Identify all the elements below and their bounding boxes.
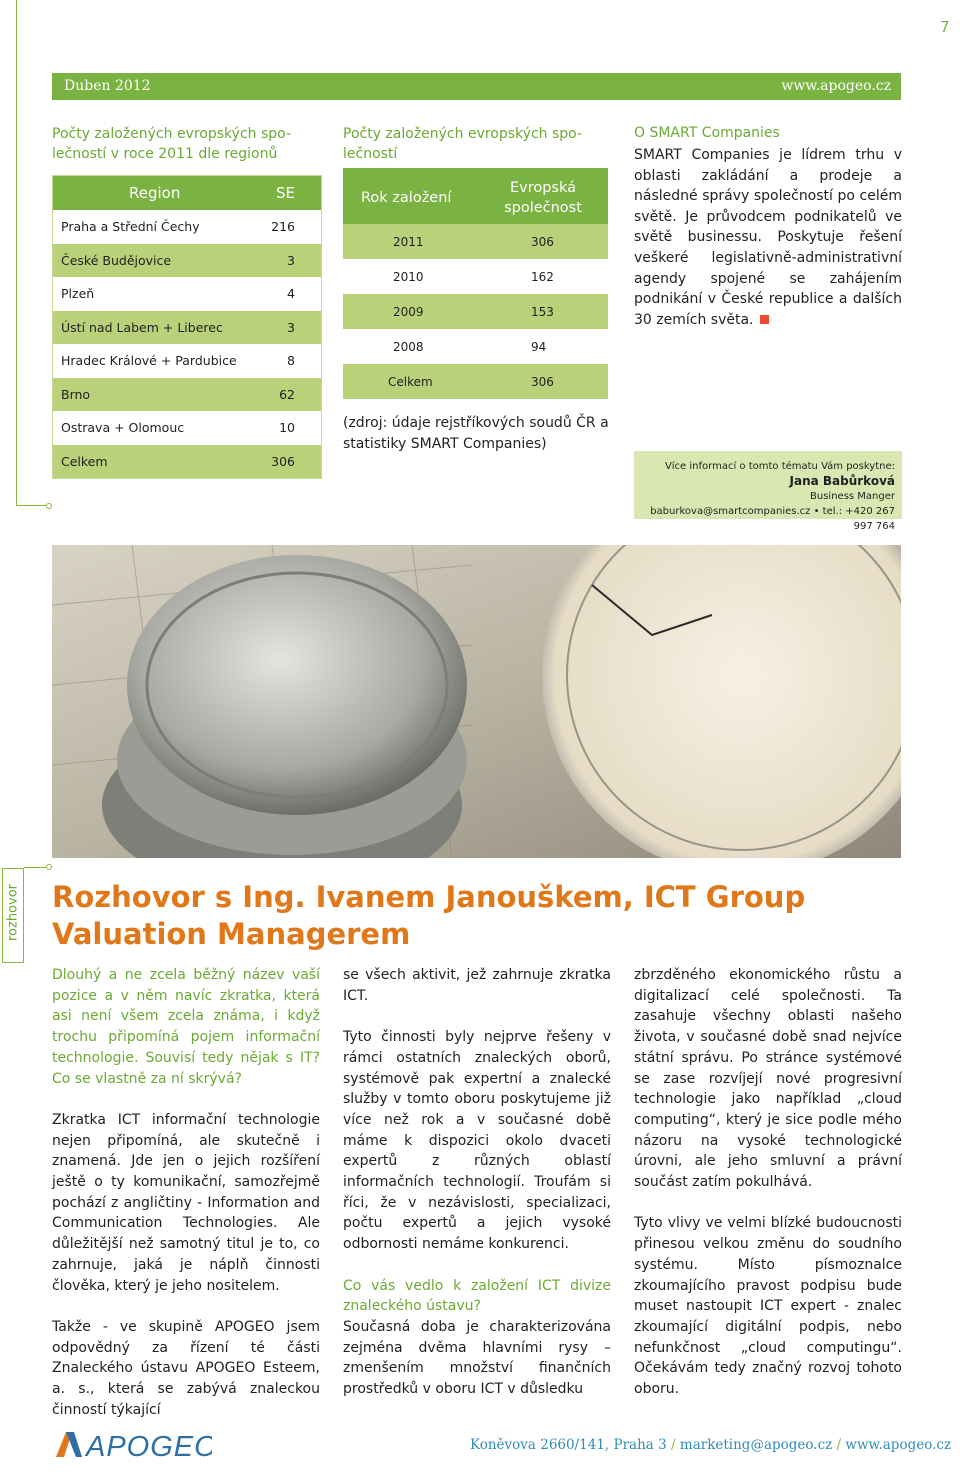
footer-email[interactable]: marketing@apogeo.cz	[679, 1437, 833, 1453]
table-row: 2008 94	[393, 340, 547, 354]
coins-watch-illustration	[52, 545, 901, 858]
issue-date: Duben 2012	[64, 78, 151, 94]
column-region: Region	[129, 184, 181, 202]
header-url[interactable]: www.apogeo.cz	[781, 78, 891, 94]
interview-paragraph: Zkratka ICT informační technologie nejen připomíná, ale skutečně i znamená. Jde jen o jejich rozšíření ještě o ty komunikační, samozřejmě pochází z angličtiny - Information and Communication Technologies. Ale důležitější než samotný titul je to, co zahrnuje, jaká je náplň činnosti člověka, který je jeho nositelem.	[52, 1111, 320, 1294]
interview-paragraph: Takže - ve skupině APOGEO jsem odpovědný za řízení té části Znaleckého ústavu APOGEO Esteem, a. s., která se zabývá znaleckou činností týkající	[52, 1318, 320, 1418]
interview-paragraph: zbrzděného ekonomického růstu a digitalizací celé společnosti. Ta zasahuje všechny oblasti našeho života, v současné době snad nejvíce státní správu. Po stránce systémové se zase rozvíjejí nové progresivní technologie jako například „cloud computing“, který je sice podle mého názoru na vysoké technologické úrovni, ale jeho smluvní a právní součást zatím pokulhává.	[634, 967, 902, 1191]
table-row: Ostrava + Olomouc 10	[61, 420, 295, 435]
section-side-tab	[2, 868, 24, 963]
table-row-total: Celkem 306	[343, 364, 608, 399]
contact-email-phone[interactable]: baburkova@smartcompanies.cz • tel.: +420 267 997 764	[650, 506, 895, 532]
footer-separator: /	[671, 1437, 676, 1453]
table-row: České Budějovice 3	[53, 244, 321, 278]
column-se: SE	[276, 184, 295, 202]
table-row: Brno 62	[53, 378, 321, 412]
interview-question: Dlouhý a ne zcela běžný název vaší pozice a v něm navíc zkratka, která asi není všem zcela známa, i když trochu připomíná pojem informační technologie. Souvisí tedy nějak s IT? Co se vlastně za ní skrývá?	[52, 967, 320, 1087]
table-row: 2009 153	[343, 294, 608, 329]
region-table	[52, 175, 322, 479]
table-row: Praha a Střední Čechy 216	[61, 219, 295, 234]
footer-address: Koněvova 2660/141, Praha 3	[470, 1437, 667, 1453]
interview-column-2	[343, 965, 611, 1420]
column-european-company: Evropská společnost	[504, 180, 582, 216]
rule-end-dot	[46, 503, 52, 509]
interview-paragraph: se všech aktivit, jež zahrnuje zkratka ICT.	[343, 967, 611, 1004]
header-band	[52, 73, 901, 100]
interview-paragraph: Současná doba je charakterizována zejména dvěma hlavními rysy – zmenšením množství finančních prostředků v oboru ICT v důsledku	[343, 1318, 611, 1398]
interview-title: Rozhovor s Ing. Ivanem Janouškem, ICT Group Valuation Managerem	[52, 880, 806, 951]
interview-column-1	[52, 965, 320, 1441]
founding-table-title: Počty založených evropských spo- lečností	[343, 126, 583, 162]
about-text: SMART Companies je lídrem trhu v oblasti zakládání a prodeje a následné správy společností po celém světě. Je průvodcem podnikatelů ve světě businessu. Poskytuje řešení veškeré legislativně-administrativní agendy spojené se zahájením podnikání v České republice a dalších 30 zemích světa.	[634, 147, 902, 328]
page-number: 7	[940, 18, 950, 36]
region-table-title: Počty založených evropských spo- lečností v roce 2011 dle regionů	[52, 126, 292, 162]
region-table-header	[53, 176, 321, 210]
interview-column-3	[634, 965, 902, 1420]
column-year: Rok založení	[361, 190, 452, 206]
side-tab-label: rozhovor	[5, 883, 21, 942]
left-margin-rule	[16, 0, 17, 505]
coins-watch-photo	[52, 545, 901, 858]
contact-role: Business Manger	[810, 491, 895, 502]
logo-text: APOGEO	[86, 1431, 212, 1460]
interview-paragraph: Tyto činnosti byly nejprve řešeny v rámci ostatních znaleckých oborů, systémově pak expertní a znalecké služby v tomto oboru poskytujeme již více než rok a v současné době máme k dispozici okolo dvaceti expertů z různých oblastí informačních technologií. Troufám si říci, že v nezávislosti, specializaci, počtu expertů a jejich vysoké odbornosti nemáme konkurenci.	[343, 1029, 611, 1253]
source-note: (zdroj: údaje rejstříkových soudů ČR a statistiky SMART Companies)	[343, 415, 609, 452]
table-row: Plzeň 4	[61, 286, 295, 301]
about-title: O SMART Companies	[634, 125, 780, 141]
apogeo-logo	[52, 1428, 212, 1464]
table-row: Ústí nad Labem + Liberec 3	[53, 311, 321, 345]
end-mark-icon	[760, 315, 769, 324]
table-row-total: Celkem 306	[53, 445, 321, 479]
founding-table	[343, 168, 608, 399]
rule-top-connector	[24, 867, 46, 868]
footer-url[interactable]: www.apogeo.cz	[845, 1437, 952, 1453]
contact-box	[634, 451, 902, 532]
contact-name: Jana Babůrková	[789, 474, 895, 488]
rule-top-dot	[46, 864, 52, 870]
footer-contact	[470, 1437, 951, 1453]
founding-table-header	[343, 168, 608, 224]
apogeo-logo-mark	[52, 1428, 212, 1460]
footer-separator: /	[836, 1437, 842, 1453]
table-row: 2010 162	[393, 270, 554, 284]
rule-connector	[16, 505, 47, 506]
table-row: 2011 306	[343, 224, 608, 259]
interview-paragraph: Tyto vlivy ve velmi blízké budoucnosti přinesou velkou změnu do soudního systému. Místo písmoznalce zkoumajícího pravost podpisu bude muset nastoupit ICT expert - znalec zkoumající digitální podpis, nebo nefunkčnost „cloud computingu“. Očekávám tedy značný rozvoj tohoto oboru.	[634, 1215, 902, 1398]
table-row: Hradec Králové + Pardubice 8	[61, 353, 295, 368]
interview-question: Co vás vedlo k založení ICT divize znaleckého ústavu?	[343, 1277, 611, 1315]
contact-intro: Více informací o tomto tématu Vám poskytne:	[664, 461, 895, 472]
